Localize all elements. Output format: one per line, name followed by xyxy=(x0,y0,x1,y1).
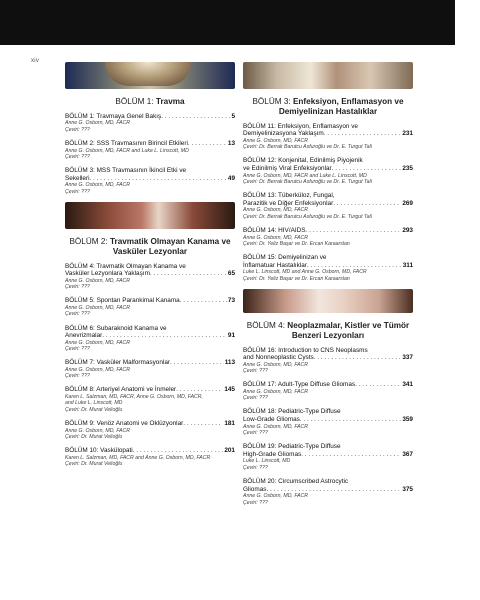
chapter-title: BÖLÜM 18: Pediatric-Type Diffuse xyxy=(243,408,341,416)
left-column xyxy=(65,62,235,474)
section-number: BÖLÜM 1: xyxy=(115,97,154,106)
chapter-title: BÖLÜM 14: HIV/AIDS xyxy=(243,226,306,234)
page-ref: 367 xyxy=(402,450,413,458)
chapter-authors: Karen L. Salzman, MD, FACR, Anne G. Osborn, MD, FACR, xyxy=(65,394,203,401)
page-ref: 375 xyxy=(402,485,413,493)
toc-entry[interactable] xyxy=(243,478,413,506)
toc-entry[interactable] xyxy=(243,123,413,151)
chapter-title-line xyxy=(243,354,413,362)
toc-entry[interactable] xyxy=(65,263,235,291)
chapter-title-line xyxy=(243,381,413,389)
chapter-title-line xyxy=(65,167,235,175)
chapter-title-line xyxy=(243,123,413,131)
chapter-title: BÖLÜM 8: Arteriyel Anatomi ve İnmeler xyxy=(65,386,177,394)
chapter-title-line xyxy=(243,478,413,486)
toc-entry[interactable] xyxy=(65,447,235,467)
chapter-title-line xyxy=(65,420,235,428)
chapter-title: BÖLÜM 5: Spontan Parankimal Kanama xyxy=(65,297,180,305)
page-ref: 337 xyxy=(402,354,413,362)
page-ref: 49 xyxy=(227,174,235,182)
toc-entry[interactable] xyxy=(243,192,413,220)
page-ref: 235 xyxy=(402,164,413,172)
chapter-authors: Anne G. Osborn, MD, FACR xyxy=(65,304,131,311)
section-title xyxy=(65,237,235,257)
section-3-banner-image xyxy=(243,62,413,89)
section-number: BÖLÜM 4: xyxy=(246,320,285,330)
chapter-title: BÖLÜM 16: Introduction to CNS Neoplasms xyxy=(243,346,368,354)
page-ref: 145 xyxy=(224,386,235,394)
section-number: BÖLÜM 3: xyxy=(252,97,291,106)
leader-dots xyxy=(133,447,224,455)
leader-dots xyxy=(90,175,227,183)
chapter-title: BÖLÜM 9: Venöz Anatomi ve Oklüzyonlar xyxy=(65,419,184,427)
page-number: xiv xyxy=(31,58,40,64)
chapter-authors: Karen L. Salzman, MD, FACR and Anne G. Osborn, MD, FACR xyxy=(65,454,211,461)
chapter-title: Demiyelinizasyona Yaklaşım xyxy=(243,130,324,138)
leader-dots xyxy=(324,130,402,138)
chapter-title-line xyxy=(243,130,413,138)
section-title xyxy=(65,97,235,107)
toc-entry[interactable] xyxy=(243,381,413,401)
chapter-title: Sekelleri xyxy=(65,174,90,182)
chapter-title-line xyxy=(243,408,413,416)
chapter-authors: Anne G. Osborn, MD, FACR xyxy=(243,234,309,241)
chapter-translator: Çeviri: Dr. Berrak Barutcu Asfuroğlu ve Dr. E. Turgut Tali xyxy=(243,213,372,220)
chapter-title: BÖLÜM 10: Vaskülopati xyxy=(65,447,133,455)
chapter-authors: Anne G. Osborn, MD, FACR xyxy=(243,388,309,395)
chapter-title: Gliomas xyxy=(243,485,267,493)
chapter-title: Anevrizmalar xyxy=(65,332,103,340)
chapter-authors: Anne G. Osborn, MD, FACR xyxy=(243,361,309,368)
chapter-translator: Çeviri: ??? xyxy=(243,464,268,471)
page-ref: 269 xyxy=(402,199,413,207)
toc-entry[interactable] xyxy=(65,386,235,412)
toc-entry[interactable] xyxy=(243,443,413,471)
chapter-title-line xyxy=(65,359,235,367)
chapter-title: and Nonneoplastic Cysts xyxy=(243,354,314,362)
chapter-authors: Anne G. Osborn, MD, FACR xyxy=(243,207,309,214)
section-title xyxy=(243,97,413,117)
chapter-authors: Luke L. Linscott, MD and Anne G. Osborn, MD, FACR xyxy=(243,269,367,276)
chapter-title-line xyxy=(243,262,413,270)
leader-dots xyxy=(307,262,402,270)
chapter-title: BÖLÜM 1: Travmaya Genel Bakış xyxy=(65,112,162,120)
toc-entry[interactable] xyxy=(243,347,413,375)
leader-dots xyxy=(301,451,401,459)
section-title xyxy=(243,321,413,341)
chapter-title: BÖLÜM 4: Travmatik Olmayan Kanama ve xyxy=(65,262,186,270)
chapter-title-line xyxy=(243,254,413,262)
toc-entry[interactable] xyxy=(65,325,235,353)
chapter-translator: Çeviri: ??? xyxy=(243,395,268,402)
chapter-translator: Çeviri: Dr. Berrak Barutcu Asfuroğlu ve Dr. E. Turgut Tali xyxy=(243,178,372,185)
chapter-title: Low-Grade Gliomas xyxy=(243,416,300,424)
chapter-title-line xyxy=(65,270,235,278)
page-ref: 231 xyxy=(402,130,413,138)
chapter-authors: Anne G. Osborn, MD, FACR xyxy=(243,423,309,430)
page-ref: 293 xyxy=(402,226,413,234)
chapter-translator: Çeviri: ??? xyxy=(65,311,90,318)
chapter-title-line xyxy=(65,263,235,271)
page-ref: 113 xyxy=(224,359,235,367)
page-ref: 201 xyxy=(224,447,235,455)
section-name: Travma xyxy=(155,97,185,106)
chapter-authors: Anne G. Osborn, MD, FACR xyxy=(65,182,131,189)
chapter-title-line xyxy=(65,386,235,394)
chapter-title-line xyxy=(65,113,235,121)
page-ref: 181 xyxy=(224,419,235,427)
chapter-title-line xyxy=(65,175,235,183)
chapter-translator: Çeviri: ??? xyxy=(65,284,90,291)
chapter-authors: Anne G. Osborn, MD, FACR xyxy=(65,366,131,373)
chapter-translator: Çeviri: ??? xyxy=(243,499,268,506)
section-1 xyxy=(65,97,235,195)
toc-entry[interactable] xyxy=(65,297,235,317)
chapter-title: İnflamatuar Hastalıklar xyxy=(243,261,307,269)
chapter-title: BÖLÜM 15: Demiyelinizan ve xyxy=(243,254,327,262)
chapter-translator: Çeviri: Dr. Yeliz Başar ve Dr. Ercan Karaarslan xyxy=(243,240,350,247)
chapter-translator: Çeviri: ??? xyxy=(65,188,90,195)
chapter-translator: Çeviri: Dr. Murat Velioğlu xyxy=(65,433,123,440)
chapter-title-line xyxy=(243,165,413,173)
page-ref: 13 xyxy=(227,139,235,147)
section-name: Neoplazmalar, Kistler ve Tümör Benzeri Lezyonları xyxy=(287,320,410,340)
chapter-authors: Anne G. Osborn, MD, FACR xyxy=(65,427,131,434)
section-name: Travmatik Olmayan Kanama ve Vasküler Lezyonlar xyxy=(109,236,231,256)
chapter-authors: Anne G. Osborn, MD, FACR xyxy=(243,137,309,144)
chapter-translator: Çeviri: Dr. Murat Velioğlu xyxy=(65,406,123,413)
chapter-authors: Anne G. Osborn, MD, FACR and Luke L. Linscott, MD xyxy=(243,172,367,179)
chapter-title-line xyxy=(65,140,235,148)
toc-entry[interactable] xyxy=(65,420,235,440)
chapter-title: BÖLÜM 17: Adult-Type Diffuse Gliomas xyxy=(243,381,356,389)
chapter-authors: Anne G. Osborn, MD, FACR and Luke L. Linscott, MD xyxy=(65,147,189,154)
page-ref: 73 xyxy=(227,297,235,305)
chapter-title-line xyxy=(243,451,413,459)
section-3 xyxy=(243,97,413,282)
toc-entry[interactable] xyxy=(243,157,413,185)
chapter-authors: and Luke L. Linscott, MD xyxy=(65,400,123,407)
chapter-title: BÖLÜM 20: Circumscribed Astrocytic xyxy=(243,478,349,486)
chapter-translator: Çeviri: Dr. Berrak Barutcu Asfuroğlu ve Dr. E. Turgut Tali xyxy=(243,144,372,151)
chapter-title-line xyxy=(243,200,413,208)
chapter-authors: Anne G. Osborn, MD, FACR xyxy=(65,339,131,346)
leader-dots xyxy=(355,381,401,389)
toc-entry[interactable] xyxy=(243,408,413,436)
chapter-translator: Çeviri: Dr. Murat Velioğlu xyxy=(65,461,123,468)
chapter-title-line xyxy=(65,297,235,305)
toc-entry[interactable] xyxy=(243,227,413,247)
leader-dots xyxy=(170,359,224,367)
leader-dots xyxy=(333,200,401,208)
chapter-title: Vasküler Lezyonlara Yaklaşım xyxy=(65,270,150,278)
section-name: Enfeksiyon, Enflamasyon ve Demiyelinizan Hastalıklar xyxy=(278,97,404,116)
page-ref: 91 xyxy=(227,332,235,340)
leader-dots xyxy=(183,420,223,428)
chapter-title: BÖLÜM 2: SSS Travmasının Birincil Etkileri xyxy=(65,139,188,147)
chapter-title: BÖLÜM 19: Pediatric-Type Diffuse xyxy=(243,443,341,451)
chapter-translator: Çeviri: Dr. Yeliz Başar ve Dr. Ercan Karaarslan xyxy=(243,275,350,282)
chapter-translator: Çeviri: ??? xyxy=(65,373,90,380)
chapter-translator: Çeviri: ??? xyxy=(65,126,90,133)
right-column xyxy=(243,62,413,513)
leader-dots xyxy=(306,227,402,235)
chapter-title: ve Edinilmiş Viral Enfeksiyonlar xyxy=(243,164,332,172)
leader-dots xyxy=(161,113,230,121)
chapter-title-line xyxy=(243,157,413,165)
section-2-banner-image xyxy=(65,202,235,229)
section-2 xyxy=(65,237,235,467)
chapter-authors: Anne G. Osborn, MD, FACR xyxy=(243,493,309,500)
chapter-title: High-Grade Gliomas xyxy=(243,450,302,458)
section-1-banner-image xyxy=(65,62,235,89)
chapter-title-line xyxy=(65,332,235,340)
leader-dots xyxy=(180,297,227,305)
toc-entry[interactable] xyxy=(65,140,235,160)
chapter-translator: Çeviri: ??? xyxy=(65,153,90,160)
section-number: BÖLÜM 2: xyxy=(69,236,108,246)
chapter-title-line xyxy=(243,347,413,355)
page-ref: 341 xyxy=(402,381,413,389)
chapter-authors: Luke L. Linscott, MD xyxy=(243,458,291,465)
chapter-title: BÖLÜM 7: Vasküler Malformasyonlar xyxy=(65,359,171,367)
page-ref: 311 xyxy=(402,261,413,269)
chapter-title: BÖLÜM 11: Enfeksiyon, Enflamasyon ve xyxy=(243,122,358,130)
page-ref: 5 xyxy=(231,112,235,120)
page-ref: 65 xyxy=(227,270,235,278)
chapter-title-line xyxy=(65,447,235,455)
page-ref: 359 xyxy=(402,416,413,424)
leader-dots xyxy=(176,386,223,394)
chapter-title-line xyxy=(243,227,413,235)
chapter-translator: Çeviri: ??? xyxy=(65,346,90,352)
chapter-title-line xyxy=(65,325,235,333)
toc-entry[interactable] xyxy=(243,254,413,282)
chapter-translator: Çeviri: ??? xyxy=(243,367,268,374)
chapter-title: BÖLÜM 6: Subaraknoid Kanama ve xyxy=(65,324,167,332)
leader-dots xyxy=(102,332,227,340)
leader-dots xyxy=(332,165,402,173)
chapter-title: BÖLÜM 12: Konjenital, Edinilmiş Piyojenik xyxy=(243,157,363,165)
chapter-authors: Anne G. Osborn, MD, FACR xyxy=(65,277,131,284)
chapter-authors: Anne G. Osborn, MD, FACR xyxy=(65,120,131,127)
leader-dots xyxy=(188,140,227,148)
toc-entry[interactable] xyxy=(65,167,235,195)
toc-entry[interactable] xyxy=(65,359,235,379)
section-4-banner-image xyxy=(243,289,413,313)
chapter-title: Parazitik ve Diğer Enfeksiyonlar xyxy=(243,199,334,207)
chapter-title-line xyxy=(243,486,413,494)
leader-dots xyxy=(150,270,227,278)
chapter-title-line xyxy=(243,416,413,424)
chapter-title-line xyxy=(243,192,413,200)
section-4 xyxy=(243,321,413,506)
leader-dots xyxy=(314,354,402,362)
top-bar xyxy=(0,0,455,45)
chapter-title-line xyxy=(243,443,413,451)
chapter-translator: Çeviri: ??? xyxy=(243,429,268,436)
chapter-title: BÖLÜM 3: MSS Travmasının İkincil Etki ve xyxy=(65,167,187,175)
toc-entry[interactable] xyxy=(65,113,235,133)
leader-dots xyxy=(266,486,401,494)
chapter-title: BÖLÜM 13: Tüberküloz, Fungal, xyxy=(243,192,335,200)
leader-dots xyxy=(300,416,402,424)
